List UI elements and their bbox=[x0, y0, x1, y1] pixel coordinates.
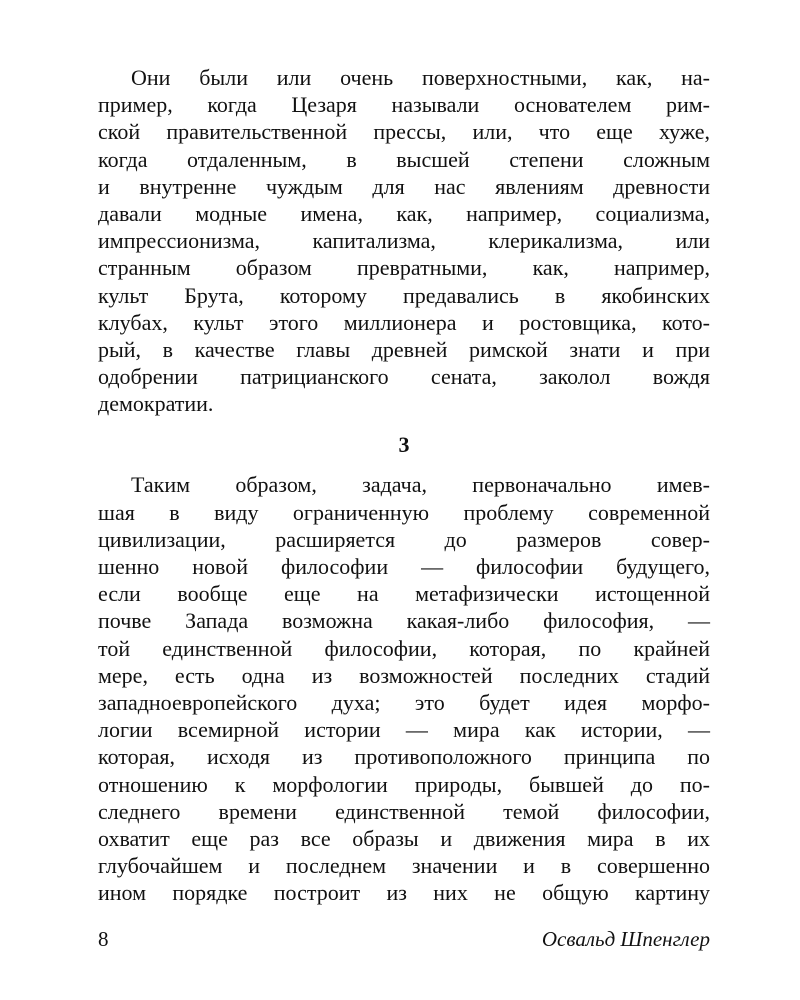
text-line: пример, когда Цезаря называли основателем рим- bbox=[98, 92, 710, 118]
text-line: и внутренне чуждым для нас явлениям древности bbox=[98, 173, 710, 199]
text-line: которая, исходя из противоположного принципа по bbox=[98, 744, 710, 770]
text-line: шая в виду ограниченную проблему современной bbox=[98, 499, 710, 525]
page-number: 8 bbox=[98, 927, 109, 951]
text-line: западноевропейского духа; это будет идея морфо- bbox=[98, 689, 710, 715]
paragraph-1 bbox=[98, 64, 710, 417]
text-line: шенно новой философии — философии будущего, bbox=[98, 554, 710, 579]
text-line: культ Брута, которому предавались в якобинских bbox=[98, 282, 710, 308]
running-author: Освальд Шпенглер bbox=[541, 927, 710, 951]
text-line: следнего времени единственной темой философии, bbox=[98, 798, 710, 824]
text-line: клубах, культ этого миллионера и ростовщика, кото- bbox=[98, 309, 710, 335]
paragraph-2 bbox=[98, 471, 710, 906]
text-line: цивилизации, расширяется до размеров совер- bbox=[98, 526, 710, 552]
page-body bbox=[98, 64, 710, 906]
text-line: импрессионизма, капитализма, клерикализма, или bbox=[98, 228, 710, 254]
text-line: мере, есть одна из возможностей последних стадий bbox=[98, 662, 710, 688]
text-line: ской правительственной прессы, или, что еще хуже, bbox=[98, 119, 710, 145]
text-line: ином порядке построит из них не общую картину bbox=[98, 880, 710, 906]
text-line: одобрении патрицианского сената, заколол вождя bbox=[98, 364, 710, 390]
text-line: той единственной философии, которая, по крайней bbox=[98, 635, 710, 661]
text-line: Они были или очень поверхностными, как, на- bbox=[131, 65, 710, 90]
page-footer bbox=[98, 924, 710, 954]
text-line: если вообще еще на метафизически истощенной bbox=[98, 581, 710, 607]
text-line: отношению к морфологии природы, бывшей до по- bbox=[98, 771, 710, 797]
text-line: когда отдаленным, в высшей степени сложным bbox=[98, 146, 710, 172]
text-line: логии всемирной истории — мира как истории, — bbox=[98, 717, 710, 743]
text-line: глубочайшем и последнем значении и в совершенно bbox=[98, 853, 710, 879]
text-line: Таким образом, задача, первоначально имев- bbox=[131, 472, 710, 498]
section-number: 3 bbox=[398, 432, 410, 458]
text-line: почве Запада возможна какая-либо философия, — bbox=[98, 608, 710, 634]
text-line: демократии. bbox=[98, 391, 214, 417]
text-line: странным образом превратными, как, например, bbox=[98, 255, 710, 281]
text-line: давали модные имена, как, например, социализма, bbox=[98, 200, 710, 226]
text-line: охватит еще раз все образы и движения мира в их bbox=[98, 825, 710, 851]
text-line: рый, в качестве главы древней римской знати и при bbox=[98, 336, 710, 362]
